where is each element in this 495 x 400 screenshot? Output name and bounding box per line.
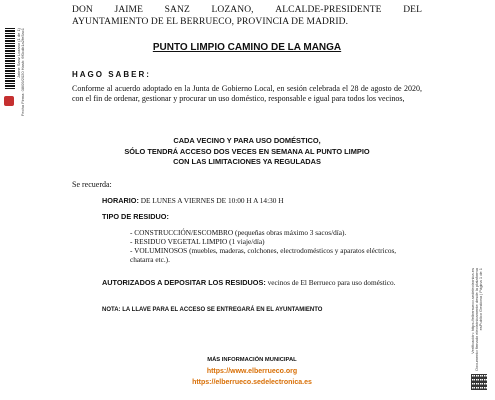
more-info-heading: MÁS INFORMACIÓN MUNICIPAL bbox=[207, 357, 297, 363]
announcement-line: CON LAS LIMITACIONES YA REGULADAS bbox=[173, 157, 321, 166]
waste-type-name: - RESIDUO VEGETAL LIMPIO bbox=[130, 237, 228, 246]
header-word: LOZANO, bbox=[211, 5, 254, 15]
schedule-value: DE LUNES A VIERNES DE 10:00 H A 14:30 H bbox=[140, 196, 284, 205]
intro-paragraph: Conforme al acuerdo adoptado en la Junta de Gobierno Local, en sesión celebrada el 28 de agosto de 2020, con el fin de ordenar, gestionar y procurar un uso doméstico, responsable e igual para todos los vecinos, bbox=[72, 84, 422, 104]
schedule-line bbox=[102, 196, 284, 205]
waste-type-detail: (muebles, maderas, colchones, electrodomésticos y aparatos eléctricos, chatarra etc.). bbox=[130, 246, 397, 264]
list-item bbox=[130, 228, 420, 237]
key-note: NOTA: LA LLAVE PARA EL ACCESO SE ENTREGARÁ EN EL AYUNTAMIENTO bbox=[102, 307, 323, 313]
waste-type-label: TIPO DE RESIDUO: bbox=[102, 212, 169, 221]
announcement-line: SÓLO TENDRÁ ACCESO DOS VECES EN SEMANA AL PUNTO LIMPIO bbox=[124, 146, 370, 156]
waste-type-name: - CONSTRUCCIÓN/ESCOMBRO bbox=[130, 228, 234, 237]
verification-text: Verificación: https://elberrueco.sedelectronica.es bbox=[470, 268, 475, 354]
hago-saber-heading: HAGO SABER: bbox=[72, 70, 151, 79]
authorized-value: vecinos de El Berrueco para uso doméstico. bbox=[267, 278, 396, 287]
barcode-icon bbox=[5, 28, 15, 90]
header-word: JAIME bbox=[114, 5, 144, 15]
signature-margin-text: Jaime Sanz Lozano (1 de 1) bbox=[16, 28, 21, 79]
announcement-line: CADA VECINO Y PARA USO DOMÉSTICO, bbox=[173, 136, 321, 145]
e-office-link[interactable]: https://elberrueco.sedelectronica.es bbox=[192, 379, 312, 386]
list-item bbox=[130, 237, 420, 246]
header-word: DON bbox=[72, 5, 93, 15]
signature-date-text: Fecha Firma: 08/09/2020 Hash: 6f0cdb1a2fe5ac1 bbox=[20, 28, 25, 117]
waste-type-list bbox=[130, 228, 420, 264]
left-margin-strip bbox=[2, 28, 24, 208]
website-link[interactable]: https://www.elberrueco.org bbox=[206, 368, 298, 375]
document-title: PUNTO LIMPIO CAMINO DE LA MANGA bbox=[152, 42, 342, 53]
header-block bbox=[72, 4, 422, 28]
reminder-label: Se recuerda: bbox=[72, 180, 112, 189]
main-announcement bbox=[72, 136, 422, 168]
page-count-text: esPublico Gestiona | Página 1 de 1 bbox=[478, 268, 483, 331]
authorized-label: AUTORIZADOS A DEPOSITAR LOS RESIDUOS: bbox=[102, 278, 266, 287]
waste-type-name: - VOLUMINOSOS bbox=[130, 246, 188, 255]
more-info-block bbox=[157, 355, 347, 388]
list-item bbox=[130, 246, 420, 264]
header-word: ALCALDE-PRESIDENTE bbox=[275, 5, 382, 15]
platform-text: Documento firmado electrónicamente desde la plataforma bbox=[474, 268, 479, 371]
header-line-1 bbox=[72, 4, 422, 16]
header-word: DEL bbox=[403, 5, 422, 15]
right-margin-strip bbox=[465, 268, 489, 398]
municipal-seal-icon bbox=[4, 96, 14, 106]
schedule-label: HORARIO: bbox=[102, 196, 139, 205]
header-word: SANZ bbox=[164, 5, 190, 15]
waste-type-detail: (1 viaje/día) bbox=[229, 237, 265, 246]
qr-code-icon bbox=[471, 374, 487, 390]
header-line-2: AYUNTAMIENTO DE EL BERRUECO, PROVINCIA DE MADRID. bbox=[72, 17, 349, 27]
waste-type-detail: (pequeñas obras máximo 3 sacos/día). bbox=[235, 228, 347, 237]
authorized-line bbox=[102, 278, 422, 288]
